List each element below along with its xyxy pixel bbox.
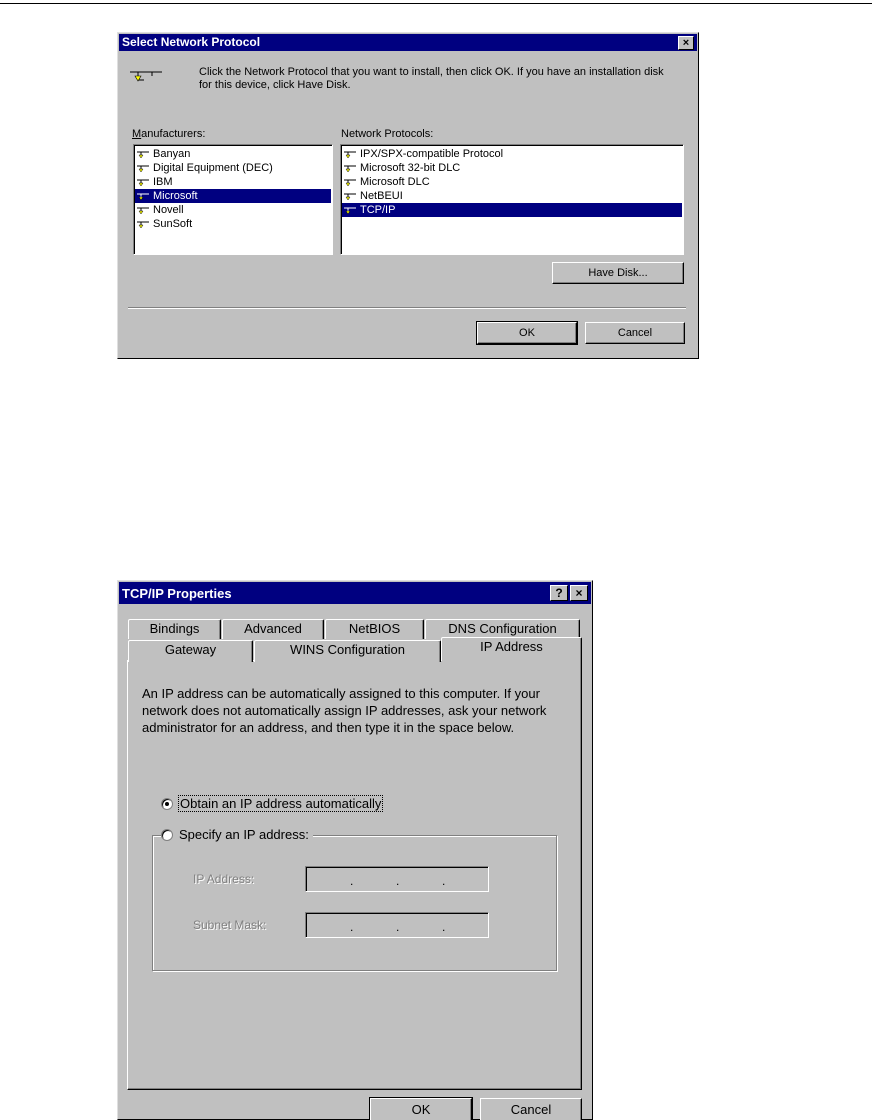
manufacturer-item[interactable] <box>135 161 331 175</box>
specify-ip-group <box>152 827 557 971</box>
protocol-cable-icon <box>136 149 150 159</box>
protocol-cable-icon <box>343 191 357 201</box>
close-button[interactable] <box>570 585 588 601</box>
help-button[interactable] <box>550 585 568 601</box>
close-icon: × <box>682 37 690 49</box>
manufacturer-item-label: Microsoft <box>153 190 198 202</box>
specify-ip-radio[interactable] <box>161 829 173 841</box>
specify-ip-label: Specify an IP address: <box>179 827 309 842</box>
ip-octet-separator: . <box>396 874 400 888</box>
protocol-item-label: TCP/IP <box>360 204 396 216</box>
ok-button[interactable] <box>370 1098 472 1120</box>
ip-octet-separator: . <box>442 920 446 934</box>
tab-label: WINS Configuration <box>290 642 405 657</box>
instruction-text: Click the Network Protocol that you want to install, then click OK. If you have an installation disk for this device, click Have Disk. <box>199 66 664 91</box>
tab-label: DNS Configuration <box>448 621 557 636</box>
protocol-cable-icon <box>136 219 150 229</box>
obtain-ip-option[interactable] <box>161 796 382 811</box>
manufacturers-list[interactable] <box>133 144 333 255</box>
tab-ip-address[interactable] <box>441 637 582 661</box>
protocol-item[interactable] <box>342 147 682 161</box>
dialog-title: TCP/IP Properties <box>122 586 232 601</box>
protocols-list[interactable] <box>340 144 684 255</box>
help-icon: ? <box>555 586 563 600</box>
ip-octet-separator: . <box>442 874 446 888</box>
manufacturers-label-text: anufacturers: <box>141 128 206 140</box>
separator <box>128 307 686 309</box>
manufacturer-item-label: Banyan <box>153 148 191 160</box>
subnet-mask-field[interactable] <box>305 912 489 938</box>
tab-label: Gateway <box>164 642 217 657</box>
tab-wins-configuration[interactable] <box>254 640 441 662</box>
obtain-ip-label: Obtain an IP address automatically <box>180 796 382 811</box>
obtain-ip-radio[interactable] <box>161 798 173 810</box>
ip-address-label: IP Address: <box>193 872 255 886</box>
have-disk-button[interactable] <box>552 262 684 284</box>
protocol-cable-icon <box>343 205 357 215</box>
tab-netbios[interactable] <box>325 619 424 639</box>
tab-label: IP Address <box>480 639 543 654</box>
protocol-item[interactable] <box>342 189 682 203</box>
title-bar <box>119 34 697 51</box>
ip-address-panel <box>127 660 582 1090</box>
tcpip-properties-dialog <box>117 580 593 1120</box>
protocol-cable-icon <box>136 205 150 215</box>
protocol-item-label: Microsoft DLC <box>360 176 430 188</box>
tab-advanced[interactable] <box>222 619 324 639</box>
protocols-label: Network Protocols: <box>341 128 434 140</box>
ip-octet-separator: . <box>350 920 354 934</box>
radio-dot <box>165 802 169 806</box>
specify-ip-option[interactable] <box>161 827 313 842</box>
ip-octet-separator: . <box>350 874 354 888</box>
protocol-cable-icon <box>343 149 357 159</box>
manufacturer-item[interactable] <box>135 147 331 161</box>
manufacturer-item-label: Digital Equipment (DEC) <box>153 162 273 174</box>
ip-address-field[interactable] <box>305 866 489 892</box>
ip-description: An IP address can be automatically assigned to this computer. If your network does not automatically assign IP addresses, ask your network administrator for an address, and then type it in the space below. <box>142 686 547 735</box>
manufacturer-item[interactable] <box>135 203 331 217</box>
ok-label: OK <box>411 1102 431 1117</box>
cancel-button[interactable] <box>480 1098 582 1120</box>
protocol-item-label: IPX/SPX-compatible Protocol <box>360 148 504 160</box>
close-icon: × <box>575 586 583 600</box>
protocol-cable-icon <box>343 177 357 187</box>
subnet-mask-label: Subnet Mask: <box>193 918 267 932</box>
tab-dns-configuration[interactable] <box>425 619 580 639</box>
manufacturer-item[interactable] <box>135 189 331 203</box>
protocol-item[interactable] <box>342 161 682 175</box>
manufacturer-item-label: IBM <box>153 176 173 188</box>
page-top-rule <box>0 3 872 4</box>
have-disk-label: Have Disk... <box>588 267 648 279</box>
protocol-item-label: NetBEUI <box>360 190 403 202</box>
cancel-label: Cancel <box>617 327 653 339</box>
manufacturers-label: Manufacturers: <box>132 128 206 140</box>
ip-octet-separator: . <box>396 920 400 934</box>
protocol-item[interactable] <box>342 203 682 217</box>
manufacturer-item-label: SunSoft <box>153 218 193 230</box>
close-button[interactable] <box>678 36 694 50</box>
dialog-title: Select Network Protocol <box>122 35 261 49</box>
manufacturer-item-label: Novell <box>153 204 184 216</box>
ok-button[interactable] <box>477 322 577 344</box>
tab-bindings[interactable] <box>128 619 221 639</box>
protocol-cable-icon <box>136 163 150 173</box>
protocol-item-label: Microsoft 32-bit DLC <box>360 162 461 174</box>
protocol-cable-icon <box>136 177 150 187</box>
manufacturer-item[interactable] <box>135 217 331 231</box>
tab-label: NetBIOS <box>348 621 401 636</box>
tab-label: Advanced <box>244 621 302 636</box>
tab-label: Bindings <box>149 621 200 636</box>
protocol-cable-icon <box>136 191 150 201</box>
title-bar <box>119 582 591 604</box>
protocol-cable-icon <box>343 163 357 173</box>
tab-gateway[interactable] <box>128 640 253 662</box>
ok-label: OK <box>519 327 535 339</box>
protocol-item[interactable] <box>342 175 682 189</box>
cancel-label: Cancel <box>510 1102 552 1117</box>
select-network-protocol-dialog <box>117 32 699 359</box>
cancel-button[interactable] <box>585 322 685 344</box>
manufacturer-item[interactable] <box>135 175 331 189</box>
network-protocol-icon <box>128 67 164 83</box>
